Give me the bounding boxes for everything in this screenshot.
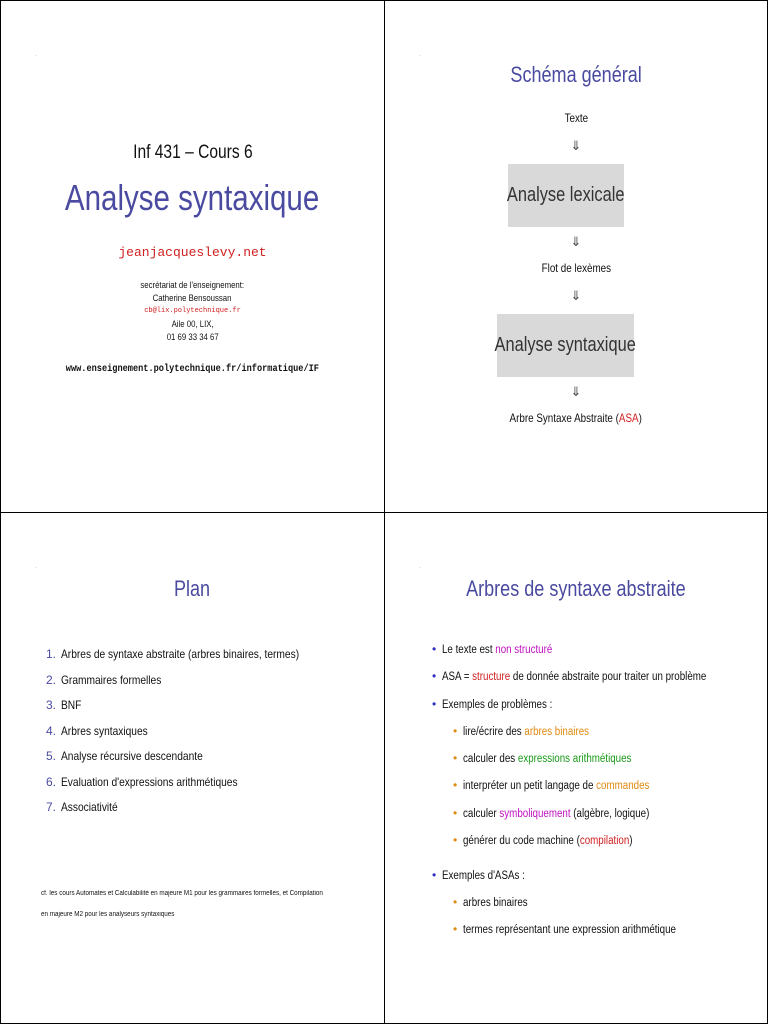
author-url[interactable]: jeanjacqueslevy.net: [118, 245, 267, 260]
footnote: cf. les cours Automates et Calculabilité en majeure M1 pour les grammaires formelles, et Compilation: [41, 890, 323, 897]
slide-title: . Inf 431 – Cours 6 Analyse syntaxique jeanjacqueslevy.net secrétariat de l'enseignement: Catherine Bensoussan cb@lix.polytechnique.fr Aile 00, LIX, 01 69 33 34 67 www.enseignement.polytechnique.fr/informatique/IF: [0, 0, 385, 513]
office-location: Aile 00, LIX,: [171, 319, 214, 330]
down-arrow-icon: ⇓: [570, 234, 582, 249]
bullet-icon: •: [432, 697, 437, 711]
texte-label: Texte: [564, 111, 588, 125]
list-item: 5. Analyse récursive descendante: [46, 749, 203, 763]
list-item: 6. Evaluation d'expressions arithmétiques: [46, 774, 238, 789]
list-item: 7. Associativité: [46, 800, 118, 814]
bullet-icon: •: [432, 642, 437, 656]
down-arrow-icon: ⇓: [570, 288, 582, 303]
list-item: • calculer symboliquement (algèbre, logique): [453, 806, 650, 820]
lexeme-flow-label: Flot de lexèmes: [541, 261, 611, 275]
course-label: Inf 431 – Cours 6: [132, 142, 253, 163]
list-item: • calculer des expressions arithmétiques: [453, 751, 632, 765]
bullet-icon: •: [432, 669, 437, 683]
bullet-icon: •: [453, 833, 458, 847]
down-arrow-icon: ⇓: [570, 138, 582, 153]
list-item: • Exemples de problèmes :: [432, 697, 553, 711]
slide-schema: . Schéma général Texte ⇓ Analyse lexicale ⇓ Flot de lexèmes ⇓ Analyse syntaxique ⇓ Arbre Syntaxe Abstraite (ASA): [384, 0, 768, 513]
list-item: 2. Grammaires formelles: [46, 672, 162, 687]
list-item: • ASA = structure de donnée abstraite pour traiter un problème: [432, 669, 707, 683]
bullet-icon: •: [453, 724, 458, 738]
list-item: • arbres binaires: [453, 895, 528, 909]
bullet-icon: •: [453, 895, 458, 909]
bullet-icon: •: [432, 868, 437, 882]
secretary-email[interactable]: cb@lix.polytechnique.fr: [144, 307, 241, 315]
slide-heading: Arbres de syntaxe abstraite: [466, 576, 686, 601]
down-arrow-icon: ⇓: [570, 384, 582, 399]
slide-heading: Schéma général: [510, 62, 642, 87]
bullet-icon: •: [453, 751, 458, 765]
list-item: • Exemples d'ASAs :: [432, 868, 526, 882]
bullet-icon: •: [453, 778, 458, 792]
list-item: 4. Arbres syntaxiques: [46, 723, 148, 738]
main-title: Analyse syntaxique: [65, 177, 320, 218]
list-item: • générer du code machine (compilation): [453, 833, 633, 847]
lexical-analysis-box: Analyse lexicale: [508, 164, 624, 227]
slide-asa: . Arbres de syntaxe abstraite: [384, 512, 768, 1024]
list-item: • lire/écrire des arbres binaires: [453, 724, 590, 738]
plan-list: [46, 647, 341, 826]
course-website[interactable]: www.enseignement.polytechnique.fr/informatique/IF: [65, 363, 320, 375]
list-item: • termes représentant une expression arithmétique: [453, 922, 677, 936]
bullet-icon: •: [453, 806, 458, 820]
list-item: • interpréter un petit langage de commandes: [453, 778, 650, 792]
footnote: en majeure M2 pour les analyseurs syntaxiques: [41, 911, 175, 918]
secretariat-label: secrétariat de l'enseignement:: [140, 280, 245, 291]
list-item: 3. BNF: [46, 698, 82, 712]
list-item: 1. Arbres de syntaxe abstraite (arbres binaires, termes): [46, 647, 300, 661]
syntax-analysis-box: Analyse syntaxique: [497, 314, 634, 377]
phone-number: 01 69 33 34 67: [166, 332, 219, 343]
asa-label: Arbre Syntaxe Abstraite (ASA): [509, 411, 643, 425]
bullet-icon: •: [453, 922, 458, 936]
secretary-name: Catherine Bensoussan: [153, 293, 232, 304]
slide-heading: Plan: [174, 576, 211, 601]
list-item: • Le texte est non structuré: [432, 642, 553, 656]
slide-plan: . Plan 1. Arbres de syntaxe abstraite (arbres binaires, termes) 2. Grammaires formelles 3. BNF 4. Arbres syntaxiques 5. Analyse récursive descendante 6. Evaluation d'expressions arithmétiques 7. Associativité cf. les cours Automates et Calculabilité en majeure M1 pour les grammaires formelles, et Compilation en majeure M2 pour les analyseurs syntaxiques: [0, 512, 385, 1024]
